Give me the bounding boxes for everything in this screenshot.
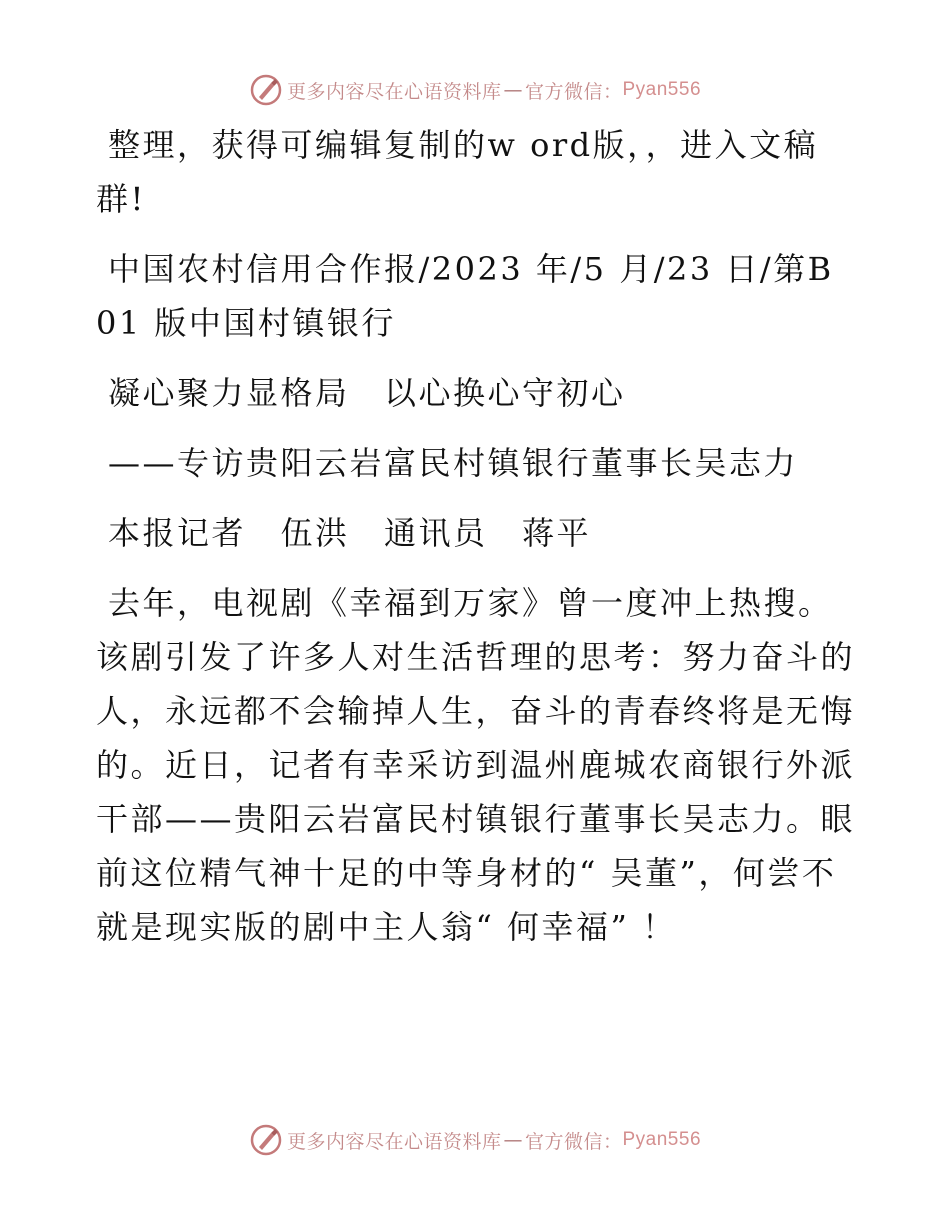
watermark-text: 更多内容尽在心语资料库	[286, 1130, 502, 1153]
document-body	[96, 118, 856, 954]
watermark-separator: —	[503, 79, 523, 101]
watermark-separator: —	[503, 1129, 523, 1151]
watermark-footer	[0, 1122, 950, 1158]
pen-logo-icon	[249, 1123, 283, 1157]
pen-logo-icon	[249, 73, 283, 107]
watermark-handle: Pyan556	[622, 1129, 702, 1150]
source-line: 中国农村信用合作报/2023 年/5 月/23 日/第B01 版中国村镇银行	[96, 250, 834, 342]
article-subtitle: ——专访贵阳云岩富民村镇银行董事长吴志力	[108, 444, 799, 482]
watermark-text: 更多内容尽在心语资料库	[286, 80, 502, 103]
body-paragraph: 去年，电视剧《幸福到万家》曾一度冲上热搜。该剧引发了许多人对生活哲理的思考：努力奋斗的人，永远都不会输掉人生，奋斗的青春终将是无悔的。近日，记者有幸采访到温州鹿城农商银行外派干部——贵阳云岩富民村镇银行董事长吴志力。眼前这位精气神十足的中等身材的“ 吴董”，何尝不就是现实版的剧中主人翁“ 何幸福” ！	[96, 584, 856, 946]
article-title: 凝心聚力显格局 以心换心守初心	[108, 374, 626, 412]
watermark-handle: Pyan556	[622, 79, 702, 100]
watermark-header	[0, 72, 950, 108]
byline: 本报记者 伍洪 通讯员 蒋平	[108, 514, 592, 552]
watermark-wechat-label: 官方微信：	[524, 1130, 623, 1153]
intro-note: 整理，获得可编辑复制的w ord版，，进入文稿群!	[96, 126, 819, 218]
watermark-wechat-label: 官方微信：	[524, 80, 623, 103]
